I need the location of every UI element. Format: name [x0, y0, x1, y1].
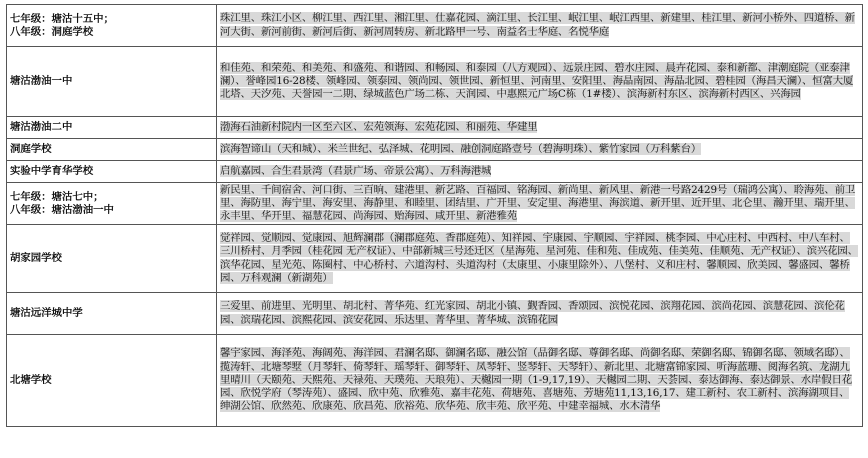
school-name-line: 洞庭学校 — [10, 143, 52, 155]
school-name-line: 北塘学校 — [10, 374, 52, 386]
school-name-line: 塘沽渤油二中 — [10, 121, 73, 133]
school-cell — [7, 335, 217, 427]
area-cell — [217, 5, 863, 47]
school-district-table — [6, 4, 863, 427]
area-list: 启航嘉园、合生君景湾（君景广场、帝景公寓）、万科海港城 — [220, 164, 492, 177]
school-name-line: 八年级：塘沽渤油一中 — [10, 203, 114, 216]
area-list: 滨海智谛山（天和城）、米兰世纪、弘泽城、花明园、融创洞庭路壹号（碧海明珠）、紫竹家园（万科紫台） — [220, 142, 702, 155]
table-row — [7, 225, 863, 293]
school-name-line: 八年级：洞庭学校 — [10, 25, 94, 38]
school-cell — [7, 225, 217, 293]
area-list: 渤海石油新村院内一区至六区、宏苑领海、宏苑花园、和丽苑、华建里 — [220, 120, 538, 133]
table-row — [7, 5, 863, 47]
area-list: 三爱里、前进里、光明里、胡北村、菁华苑、红光家园、胡北小镇、觐香园、香颂园、滨悦花园、滨翔花园、滨尚花园、滨慧花园、滨伦花园、滨瑞花园、滨熙花园、滨安花园、乐达里、菁华里、菁华城、滨锦花园 — [220, 300, 845, 326]
table-row — [7, 139, 863, 161]
table-row — [7, 161, 863, 183]
school-cell — [7, 183, 217, 225]
area-list: 馨宇家园、海泽苑、海阔苑、海洋园、君澜名邸、御澜名邸、融公馆（品御名邸、尊御名邸、尚御名邸、荣御名邸、锦御名邸、领域名邸）、揽涛轩、北塘琴墅（月琴轩、倚琴轩、瑶琴轩、御琴轩、凤琴轩、竖琴轩、天琴轩）、新北里、北塘富锦家园、听海蓝珊、阅海名筑、龙湖九里晴川（天颐苑、天熙苑、天禄苑、天璞苑、天琅苑）、天樾园一期（1-9,17,19）、天樾园二期、天荟园、泰达御海、泰达御景、水岸假日花园、欣悦学府（琴涛苑）、盛园、欣中苑、欣雅苑、嘉丰花苑、荷塘苑、喜塘苑、芳塘苑11,13,16,17、建工新村、农工新村、滨海湖项目、绅湖公馆、欣然苑、欣康苑、欣昌苑、欣裕苑、欣华苑、欣丰苑、欣平苑、中建幸福城、水木清华 — [220, 347, 852, 413]
area-cell — [217, 293, 863, 335]
area-cell — [217, 47, 863, 117]
school-name-line: 胡家园学校 — [10, 252, 62, 264]
area-list: 珠江里、珠江小区、柳江里、西江里、湘江里、仕嘉花园、滴江里、长江里、岷江里、岷江西里、新建里、桂江里、新河小桥外、四道桥、新河大街、新河前街、新河后街、新河周转房、新北路甲一号、南益名士华庭、名悦华庭 — [220, 12, 855, 38]
area-cell — [217, 117, 863, 139]
school-name-line: 七年级：塘沽十五中； — [10, 12, 114, 25]
school-cell — [7, 47, 217, 117]
area-cell — [217, 225, 863, 293]
table-row — [7, 183, 863, 225]
table-row — [7, 293, 863, 335]
school-name-line: 七年级：塘沽七中； — [10, 190, 104, 203]
area-cell — [217, 335, 863, 427]
area-list: 新民里、千间宿舍、河口街、三百晌、建港里、新艺路、百福园、铭海园、新尚里、新风里、新港一号路2429号（瑞鸿公寓）、聆海苑、前卫里、海防里、海宁里、海安里、海静里、和睦里、团结里、广开里、安定里、海港里、海滨道、新开里、近开里、北仑里、瀚开里、瑞开里、永丰里、华开里、福慧花园、尚海园、贻海园、咸开里、新港雅苑 — [220, 183, 856, 223]
area-list: 觉祥园、觉顺园、觉康园、旭辉澜郡（澜郡庭苑、香郡庭苑）、知祥园、宇康园、宇顺园、宇祥园、桃李园、中心庄村、中西村、中八车村、三川桥村、月季园（桂花园 无产权证）、中部新城三号还迁区（星海苑、星河苑、佳和苑、佳成苑、佳美苑、佳顺苑、无产权证）、滨兴花园、滨华花园、星光苑、陈圈村、中心桥村、六道沟村、头道沟村（太康里、小康里除外）、八堡村、义和庄村、馨顺园、欣美园、馨盛园、馨桥园、万科观澜（新湖苑） — [220, 232, 858, 284]
school-name-line: 实验中学育华学校 — [10, 165, 94, 177]
table-row — [7, 117, 863, 139]
school-cell — [7, 293, 217, 335]
school-cell — [7, 161, 217, 183]
school-cell — [7, 5, 217, 47]
area-list: 和佳苑、和荣苑、和美苑、和盛苑、和谐园、和畅园、和泰园（八方观园）、远景庄园、碧水庄园、晨卉花园、泰和新都、津潮庭院（亚泰津澜）、誉峰园16-28楼、领峰园、领泰园、领尚园、领世园、新恒里、河南里、安阳里、海晶南园、海晶北园、碧桂园（海昌天澜）、恒富大厦北塔、天汐苑、天誉园一二期、绿城蓝色广场二栋、天润园、中惠熙元广场C栋（1#楼）、滨海新村东区、滨海新村西区、兴海园 — [220, 61, 854, 101]
school-cell — [7, 117, 217, 139]
area-cell — [217, 139, 863, 161]
area-cell — [217, 161, 863, 183]
table-row — [7, 47, 863, 117]
table-row — [7, 335, 863, 427]
area-cell — [217, 183, 863, 225]
school-name-line: 塘沽远洋城中学 — [10, 307, 83, 319]
school-name-line: 塘沽渤油一中 — [10, 75, 73, 87]
school-cell — [7, 139, 217, 161]
